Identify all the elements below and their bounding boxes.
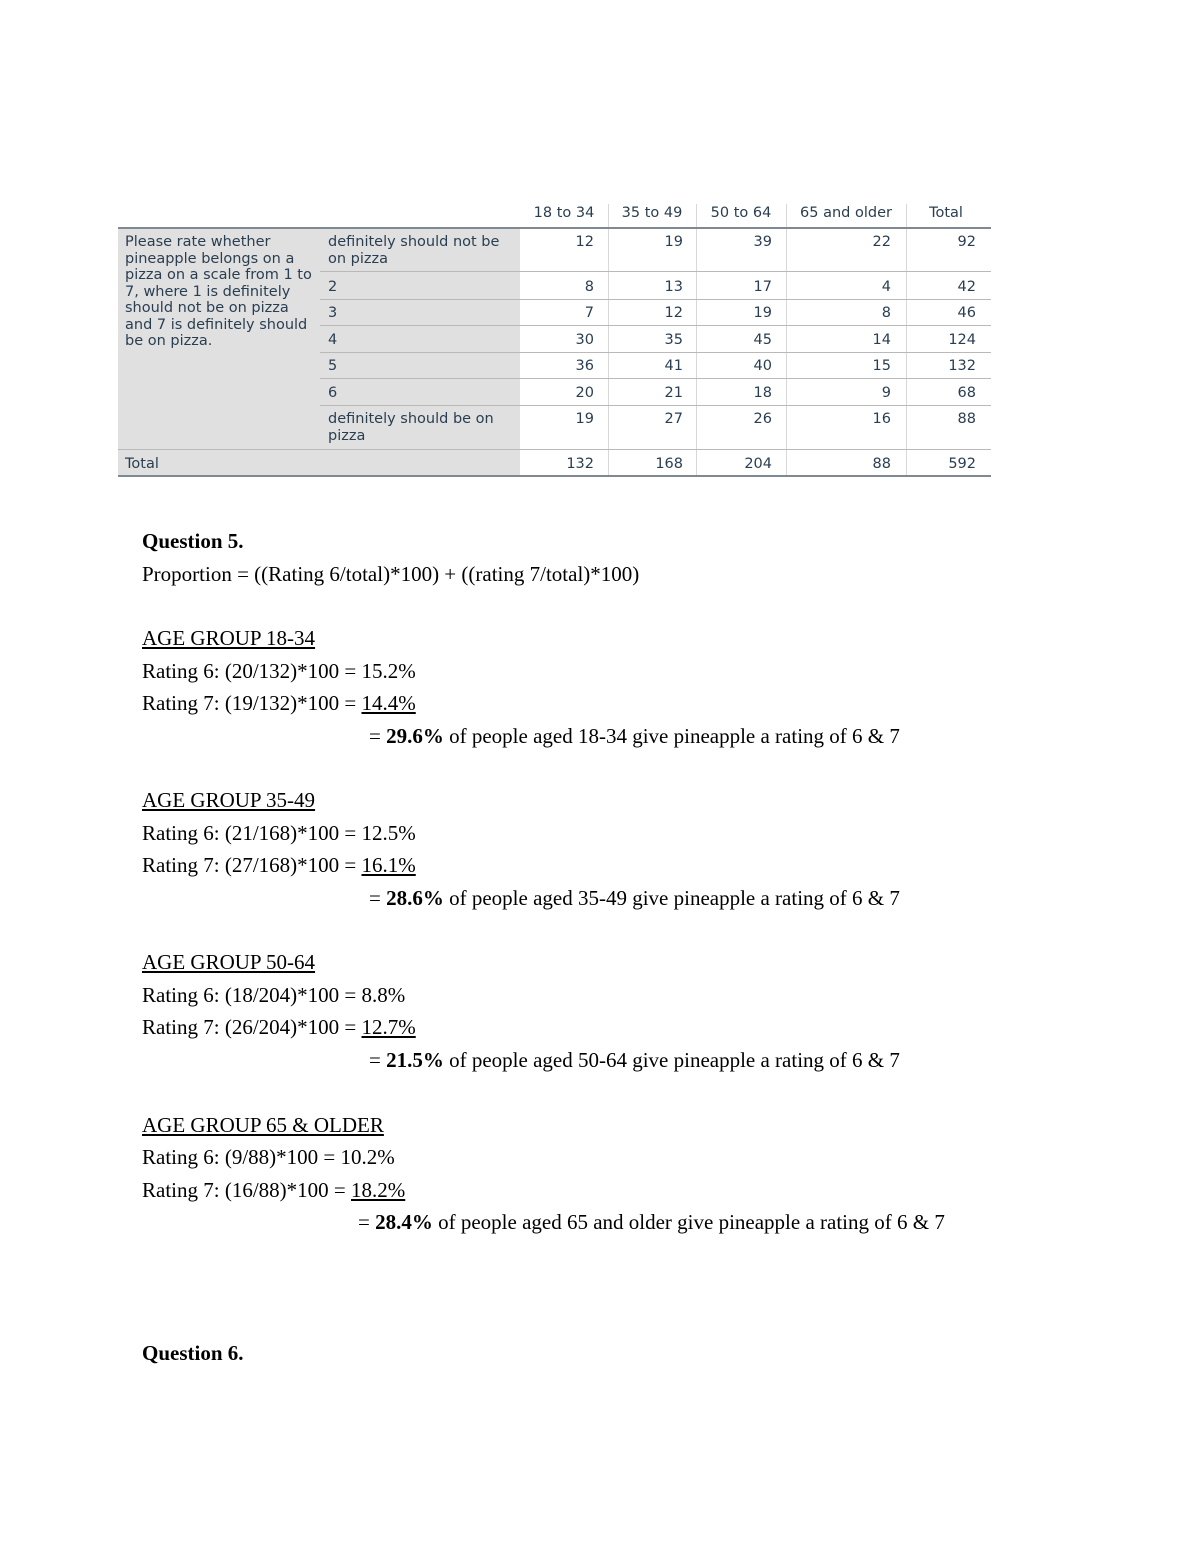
row-divider — [320, 352, 991, 353]
group-result: = 21.5% of people aged 50-64 give pineapple a rating of 6 & 7 — [369, 1048, 900, 1072]
column-divider — [906, 204, 907, 476]
age-group-title: AGE GROUP 50-64 — [142, 950, 316, 974]
column-header: 35 to 49 — [621, 205, 683, 221]
table-cell: 13 — [664, 279, 683, 295]
result-percent: 21.5% — [386, 1048, 444, 1072]
rating-7-calc: Rating 7: (19/132)*100 = 14.4% — [142, 691, 416, 715]
table-cell: 17 — [753, 279, 772, 295]
result-percent: 28.4% — [375, 1210, 433, 1234]
proportion-formula: Proportion = ((Rating 6/total)*100) + ((rating 7/total)*100) — [142, 562, 640, 586]
table-cell: 15 — [872, 358, 891, 374]
table-cell: 16 — [872, 411, 891, 427]
column-header: 65 and older — [800, 205, 892, 221]
group-result: = 28.4% of people aged 65 and older give pineapple a rating of 6 & 7 — [358, 1210, 945, 1234]
row-divider — [320, 299, 991, 300]
row-divider — [320, 405, 991, 406]
table-cell: 92 — [957, 234, 976, 250]
column-divider — [608, 204, 609, 476]
result-percent: 29.6% — [386, 724, 444, 748]
table-cell: 14 — [872, 332, 891, 348]
row-divider — [320, 378, 991, 379]
rating-7-value: 14.4% — [361, 691, 416, 715]
table-cell: 88 — [957, 411, 976, 427]
row-label: 6 — [328, 385, 338, 401]
table-cell: 27 — [664, 411, 683, 427]
total-cell: 168 — [655, 456, 683, 472]
rating-6-calc: Rating 6: (20/132)*100 = 15.2% — [142, 659, 416, 683]
table-cell: 12 — [575, 234, 594, 250]
row-divider — [320, 271, 991, 272]
age-group-title: AGE GROUP 65 & OLDER — [142, 1113, 384, 1137]
total-cell: 204 — [744, 456, 772, 472]
column-header: Total — [929, 205, 963, 221]
age-group-title: AGE GROUP 35-49 — [142, 788, 316, 812]
total-cell: 592 — [948, 456, 976, 472]
column-divider — [786, 204, 787, 476]
row-label: 2 — [328, 279, 338, 295]
table-cell: 45 — [753, 332, 772, 348]
table-cell: 8 — [584, 279, 594, 295]
header-rule — [118, 227, 991, 229]
rating-7-value: 18.2% — [351, 1178, 406, 1202]
table-cell: 9 — [881, 385, 891, 401]
question-5-heading: Question 5. — [142, 529, 244, 553]
rating-6-calc: Rating 6: (9/88)*100 = 10.2% — [142, 1145, 395, 1169]
column-divider — [696, 204, 697, 476]
table-cell: 132 — [948, 358, 976, 374]
table-cell: 8 — [881, 305, 891, 321]
row-label: 5 — [328, 358, 338, 374]
table-cell: 19 — [753, 305, 772, 321]
table-cell: 12 — [664, 305, 683, 321]
total-divider — [118, 449, 991, 450]
table-cell: 26 — [753, 411, 772, 427]
table-cell: 19 — [664, 234, 683, 250]
group-result: = 28.6% of people aged 35-49 give pineapple a rating of 6 & 7 — [369, 886, 900, 910]
table-cell: 40 — [753, 358, 772, 374]
table-cell: 36 — [575, 358, 594, 374]
table-cell: 35 — [664, 332, 683, 348]
table-cell: 4 — [881, 279, 891, 295]
table-cell: 39 — [753, 234, 772, 250]
row-label: 3 — [328, 305, 338, 321]
crosstab-table — [118, 200, 991, 478]
group-result: = 29.6% of people aged 18-34 give pineapple a rating of 6 & 7 — [369, 724, 900, 748]
row-label: definitely should not be on pizza — [328, 234, 500, 267]
table-cell: 46 — [957, 305, 976, 321]
table-cell: 21 — [664, 385, 683, 401]
table-bottom-rule — [118, 475, 991, 477]
table-cell: 7 — [584, 305, 594, 321]
total-row-label: Total — [125, 456, 159, 472]
result-percent: 28.6% — [386, 886, 444, 910]
rating-7-calc: Rating 7: (27/168)*100 = 16.1% — [142, 853, 416, 877]
table-cell: 19 — [575, 411, 594, 427]
rating-7-calc: Rating 7: (26/204)*100 = 12.7% — [142, 1015, 416, 1039]
table-cell: 30 — [575, 332, 594, 348]
rating-7-calc: Rating 7: (16/88)*100 = 18.2% — [142, 1178, 406, 1202]
rating-7-value: 12.7% — [361, 1015, 416, 1039]
question-6-heading: Question 6. — [142, 1341, 244, 1365]
table-cell: 20 — [575, 385, 594, 401]
table-cell: 18 — [753, 385, 772, 401]
table-cell: 22 — [872, 234, 891, 250]
table-cell: 41 — [664, 358, 683, 374]
age-group-title: AGE GROUP 18-34 — [142, 626, 316, 650]
rating-6-calc: Rating 6: (18/204)*100 = 8.8% — [142, 983, 406, 1007]
row-label: 4 — [328, 332, 338, 348]
table-cell: 68 — [957, 385, 976, 401]
total-cell: 132 — [566, 456, 594, 472]
table-cell: 42 — [957, 279, 976, 295]
row-label: definitely should be on pizza — [328, 411, 494, 444]
column-header: 18 to 34 — [533, 205, 595, 221]
rating-6-calc: Rating 6: (21/168)*100 = 12.5% — [142, 821, 416, 845]
question-label: Please rate whether pineapple belongs on a pizza on a scale from 1 to 7, where 1 is definitely should not be on pizza and 7 is definitely should be on pizza. — [125, 234, 312, 349]
rating-7-value: 16.1% — [361, 853, 416, 877]
column-header: 50 to 64 — [710, 205, 772, 221]
row-divider — [320, 325, 991, 326]
total-cell: 88 — [872, 456, 891, 472]
table-cell: 124 — [948, 332, 976, 348]
